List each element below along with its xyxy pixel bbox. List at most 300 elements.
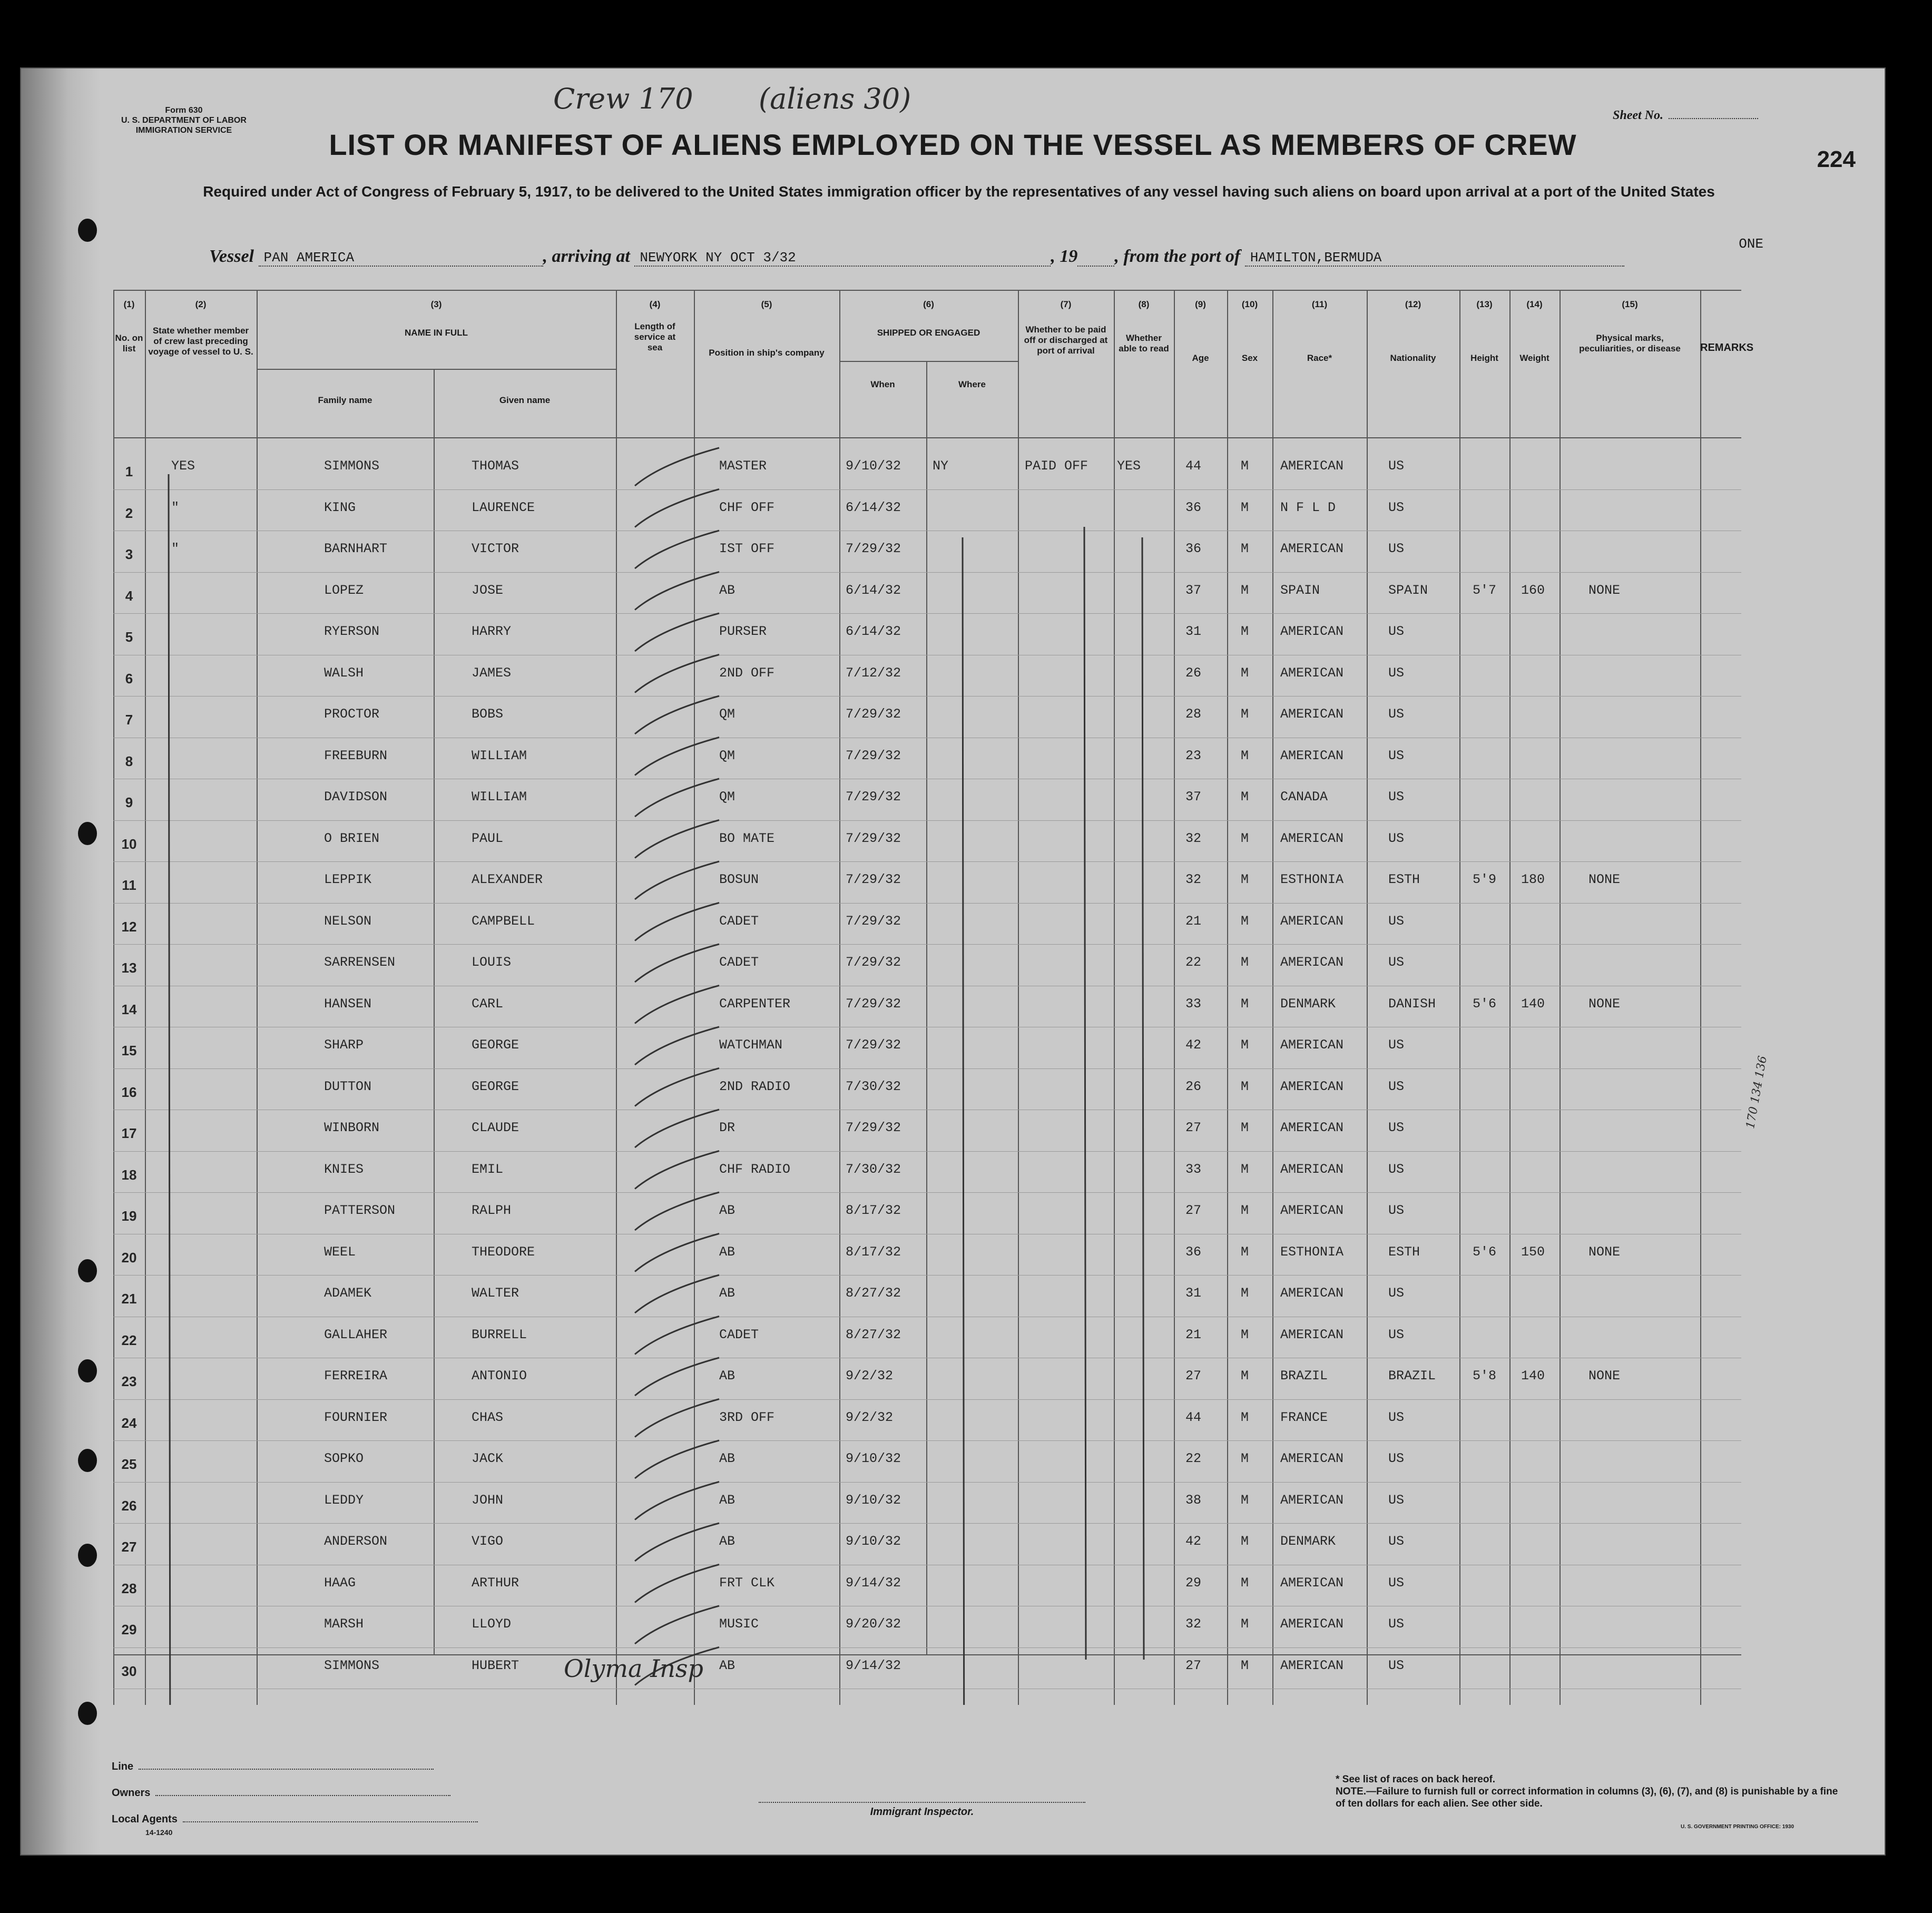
col-8-number: (8) (1138, 299, 1150, 309)
nationality-cell: US (1388, 955, 1405, 970)
race-cell: AMERICAN (1280, 830, 1344, 846)
sex-cell: M (1241, 541, 1249, 556)
position-cell: AB (719, 1203, 735, 1218)
tick-mark (635, 1151, 719, 1189)
nationality-cell: US (1388, 1203, 1405, 1218)
shipped-where-cell: NY (933, 458, 949, 474)
position-cell: AB (719, 1534, 735, 1549)
sex-cell: M (1241, 1616, 1249, 1632)
inspector-signature: Olyma Insp (564, 1654, 703, 1683)
col-shipped-engaged: SHIPPED OR ENGAGED (877, 328, 980, 338)
row-rule (113, 489, 1741, 490)
nationality-cell: US (1388, 458, 1405, 474)
age-cell: 44 (1185, 458, 1202, 474)
note-text: —Failure to furnish full or correct information in columns (3), (6), (7), and (8) is punishable by a fine of ten dollars for each alien. See other side. (1336, 1786, 1838, 1809)
col-13-number: (13) (1476, 299, 1493, 309)
weight-cell: 150 (1521, 1244, 1545, 1260)
row-number: 6 (125, 670, 133, 686)
nationality-cell: US (1388, 830, 1405, 846)
sex-cell: M (1241, 1657, 1249, 1673)
given-name-cell: JAMES (472, 665, 512, 681)
col-15-number: (15) (1622, 299, 1638, 309)
race-cell: AMERICAN (1280, 1327, 1344, 1342)
sex-cell: M (1241, 913, 1249, 929)
family-name-cell: DAVIDSON (324, 789, 388, 805)
weight-cell: 160 (1521, 582, 1545, 598)
family-name-cell: RYERSON (324, 624, 380, 639)
col-paid-off: Whether to be paid off or discharged at port of arrival (1024, 325, 1108, 356)
shipped-when-cell: 9/14/32 (846, 1657, 901, 1673)
col-name-in-full: NAME IN FULL (405, 328, 468, 338)
sex-cell: M (1241, 1120, 1249, 1135)
col-9-number: (9) (1195, 299, 1206, 309)
position-cell: CARPENTER (719, 996, 791, 1012)
age-cell: 29 (1185, 1575, 1202, 1591)
given-name-cell: THOMAS (472, 458, 519, 474)
position-cell: CADET (719, 1327, 759, 1342)
shipped-when-cell: 7/29/32 (846, 830, 901, 846)
physical-marks-cell: NONE (1588, 996, 1621, 1012)
shipped-when-cell: 6/14/32 (846, 499, 901, 515)
row-number: 20 (121, 1249, 137, 1265)
position-cell: 3RD OFF (719, 1409, 775, 1425)
age-cell: 32 (1185, 872, 1202, 887)
sex-cell: M (1241, 1244, 1249, 1260)
sex-cell: M (1241, 1534, 1249, 1549)
shipped-when-cell: 9/10/32 (846, 1534, 901, 1549)
vessel-value: PAN AMERICA (259, 250, 543, 267)
position-cell: AB (719, 582, 735, 598)
manifest-sheet (20, 67, 1886, 1856)
position-cell: FRT CLK (719, 1575, 775, 1591)
tick-mark (635, 1317, 719, 1355)
age-cell: 28 (1185, 707, 1202, 722)
given-name-cell: RALPH (472, 1203, 512, 1218)
row-rule (113, 861, 1741, 862)
race-cell: SPAIN (1280, 582, 1320, 598)
family-name-cell: GALLAHER (324, 1327, 388, 1342)
tick-mark (635, 1358, 719, 1396)
nationality-cell: ESTH (1388, 1244, 1420, 1260)
given-name-cell: JACK (472, 1451, 504, 1466)
ditto-line (963, 537, 964, 1705)
nationality-cell: US (1388, 1409, 1405, 1425)
row-rule (113, 820, 1741, 821)
race-cell: AMERICAN (1280, 955, 1344, 970)
position-cell: QM (719, 748, 735, 763)
ditto-line (1084, 527, 1086, 1660)
age-cell: 31 (1185, 624, 1202, 639)
row-number: 18 (121, 1166, 137, 1183)
row-number: 7 (125, 712, 133, 728)
age-cell: 33 (1185, 996, 1202, 1012)
given-name-cell: VIGO (472, 1534, 504, 1549)
col-race: Race* (1307, 353, 1332, 363)
given-name-cell: LAURENCE (472, 499, 535, 515)
sex-cell: M (1241, 1286, 1249, 1301)
family-name-cell: PROCTOR (324, 707, 380, 722)
shipped-when-cell: 7/29/32 (846, 541, 901, 556)
age-cell: 32 (1185, 830, 1202, 846)
punch-hole (78, 822, 97, 845)
race-cell: AMERICAN (1280, 1657, 1344, 1673)
prev-voyage-cell: " (171, 499, 180, 515)
row-number: 23 (121, 1374, 137, 1389)
nationality-cell: DANISH (1388, 996, 1436, 1012)
col-able-to-read: Whether able to read (1119, 333, 1169, 354)
height-cell: 5'9 (1473, 872, 1497, 887)
age-cell: 38 (1185, 1492, 1202, 1508)
age-cell: 21 (1185, 913, 1202, 929)
age-cell: 27 (1185, 1657, 1202, 1673)
handwritten-crew-count: Crew 170 (553, 82, 693, 115)
sex-cell: M (1241, 707, 1249, 722)
race-cell: AMERICAN (1280, 1203, 1344, 1218)
document-subtitle: Required under Act of Congress of February 5, 1917, to be delivered to the United States immigration officer by the representatives of any vessel having such aliens on board upon arrival at a port of the United States (203, 183, 1715, 200)
row-number: 12 (121, 918, 137, 935)
row-number: 9 (125, 794, 133, 810)
given-name-cell: CARL (472, 996, 504, 1012)
from-port-label: , from the port of (1114, 247, 1241, 266)
tick-mark (635, 696, 719, 734)
family-name-cell: WALSH (324, 665, 364, 681)
row-number: 27 (121, 1539, 137, 1555)
nationality-cell: US (1388, 1451, 1405, 1466)
given-name-cell: ARTHUR (472, 1575, 519, 1591)
tick-mark (635, 1234, 719, 1272)
given-name-cell: GEORGE (472, 1037, 519, 1053)
race-cell: DENMARK (1280, 1534, 1336, 1549)
footer-line-field (112, 1761, 434, 1773)
family-name-cell: SHARP (324, 1037, 364, 1053)
age-cell: 26 (1185, 1078, 1202, 1094)
nationality-cell: US (1388, 1616, 1405, 1632)
sex-cell: M (1241, 1327, 1249, 1342)
given-name-cell: ALEXANDER (472, 872, 543, 887)
race-cell: AMERICAN (1280, 748, 1344, 763)
position-cell: MASTER (719, 458, 767, 474)
tick-mark (635, 944, 719, 982)
col-2-number: (2) (195, 299, 207, 309)
shipped-when-cell: 9/14/32 (846, 1575, 901, 1591)
nationality-cell: US (1388, 624, 1405, 639)
sex-cell: M (1241, 1492, 1249, 1508)
family-name-cell: LEPPIK (324, 872, 372, 887)
position-cell: AB (719, 1492, 735, 1508)
nationality-cell: US (1388, 1161, 1405, 1177)
nationality-cell: US (1388, 1037, 1405, 1053)
punch-hole (78, 1449, 97, 1472)
shipped-when-cell: 6/14/32 (846, 624, 901, 639)
col-sex: Sex (1241, 353, 1258, 363)
age-cell: 22 (1185, 1451, 1202, 1466)
age-cell: 44 (1185, 1409, 1202, 1425)
shipped-when-cell: 7/29/32 (846, 707, 901, 722)
row-number: 2 (125, 505, 133, 521)
shipped-when-cell: 7/12/32 (846, 665, 901, 681)
row-number: 26 (121, 1497, 137, 1514)
given-name-cell: LOUIS (472, 955, 512, 970)
tick-mark (635, 1523, 719, 1561)
family-name-cell: PATTERSON (324, 1203, 396, 1218)
row-number: 24 (121, 1415, 137, 1431)
row-number: 14 (121, 1001, 137, 1017)
nationality-cell: US (1388, 1286, 1405, 1301)
col-physical-marks: Physical marks, peculiarities, or disease (1579, 333, 1681, 354)
position-cell: QM (719, 707, 735, 722)
given-name-cell: HARRY (472, 624, 512, 639)
sex-cell: M (1241, 748, 1249, 763)
position-cell: CADET (719, 913, 759, 929)
arriving-label: , arriving at (543, 247, 630, 266)
row-number: 1 (125, 464, 133, 479)
sex-cell: M (1241, 1161, 1249, 1177)
row-number: 30 (121, 1663, 137, 1679)
nationality-cell: US (1388, 1534, 1405, 1549)
row-number: 16 (121, 1084, 137, 1100)
col-previous-voyage: State whether member of crew last preceding voyage of vessel to U. S. (148, 326, 253, 357)
col-where: Where (958, 379, 986, 389)
position-cell: WATCHMAN (719, 1037, 783, 1053)
position-cell: PURSER (719, 624, 767, 639)
nationality-cell: US (1388, 1078, 1405, 1094)
col-5-number: (5) (761, 299, 772, 309)
race-cell: AMERICAN (1280, 458, 1344, 474)
race-footnote: * See list of races on back hereof. (1336, 1774, 1496, 1785)
row-number: 4 (125, 587, 133, 604)
age-cell: 32 (1185, 1616, 1202, 1632)
prev-voyage-cell: " (171, 541, 180, 556)
sex-cell: M (1241, 499, 1249, 515)
service-name: IMMIGRATION SERVICE (135, 126, 232, 135)
race-cell: AMERICAN (1280, 624, 1344, 639)
tick-mark (635, 572, 719, 610)
margin-pencil-note: 170 134 136 (1744, 1055, 1770, 1130)
position-cell: DR (719, 1120, 735, 1135)
row-rule (113, 572, 1741, 573)
family-name-cell: KNIES (324, 1161, 364, 1177)
age-cell: 23 (1185, 748, 1202, 763)
tick-mark (635, 1275, 719, 1313)
nationality-cell: US (1388, 1327, 1405, 1342)
age-cell: 36 (1185, 1244, 1202, 1260)
shipped-when-cell: 9/10/32 (846, 458, 901, 474)
row-rule (113, 1647, 1741, 1648)
given-name-cell: CAMPBELL (472, 913, 535, 929)
shipped-when-cell: 7/29/32 (846, 913, 901, 929)
sex-cell: M (1241, 1078, 1249, 1094)
family-name-cell: WINBORN (324, 1120, 380, 1135)
punch-hole (78, 1544, 97, 1567)
given-name-cell: ANTONIO (472, 1368, 527, 1384)
shipped-when-cell: 9/20/32 (846, 1616, 901, 1632)
height-cell: 5'8 (1473, 1368, 1497, 1384)
given-name-cell: WILLIAM (472, 748, 527, 763)
row-number: 3 (125, 546, 133, 562)
col-family-name: Family name (318, 395, 372, 405)
col-remarks: REMARKS (1700, 342, 1754, 354)
tick-mark (635, 820, 719, 858)
punch-hole (78, 1702, 97, 1725)
footer-line-label: Line (112, 1761, 134, 1772)
sex-cell: M (1241, 1203, 1249, 1218)
footer-form-code: 14-1240 (145, 1828, 173, 1837)
col-4-number: (4) (649, 299, 661, 309)
given-name-cell: WALTER (472, 1286, 519, 1301)
height-cell: 5'7 (1473, 582, 1497, 598)
race-cell: AMERICAN (1280, 1575, 1344, 1591)
ditto-line (1142, 537, 1144, 1660)
sheet-number-label: Sheet No. (1613, 109, 1663, 122)
age-cell: 42 (1185, 1037, 1202, 1053)
crew-table (113, 290, 1754, 1705)
shipped-when-cell: 6/14/32 (846, 582, 901, 598)
age-cell: 31 (1185, 1286, 1202, 1301)
race-cell: AMERICAN (1280, 1286, 1344, 1301)
row-number: 8 (125, 753, 133, 769)
age-cell: 33 (1185, 1161, 1202, 1177)
shipped-when-cell: 7/29/32 (846, 789, 901, 805)
nationality-cell: US (1388, 1575, 1405, 1591)
footer-owners-field (112, 1787, 450, 1799)
col-1-number: (1) (123, 299, 135, 309)
note-label: NOTE. (1336, 1786, 1367, 1797)
family-name-cell: LOPEZ (324, 582, 364, 598)
col-height: Height (1470, 353, 1498, 363)
tick-mark (635, 986, 719, 1024)
shipped-when-cell: 7/29/32 (846, 872, 901, 887)
shipped-when-cell: 7/29/32 (846, 955, 901, 970)
row-rule (113, 1192, 1741, 1193)
family-name-cell: ADAMEK (324, 1286, 372, 1301)
nationality-cell: US (1388, 499, 1405, 515)
nationality-cell: US (1388, 1657, 1405, 1673)
nationality-cell: BRAZIL (1388, 1368, 1436, 1384)
tick-mark (635, 1399, 719, 1437)
tick-mark (635, 1440, 719, 1478)
weight-cell: 180 (1521, 872, 1545, 887)
tick-mark (635, 738, 719, 776)
race-cell: DENMARK (1280, 996, 1336, 1012)
col-6-number: (6) (923, 299, 934, 309)
nationality-cell: US (1388, 789, 1405, 805)
age-cell: 22 (1185, 955, 1202, 970)
race-cell: ESTHONIA (1280, 872, 1344, 887)
race-cell: BRAZIL (1280, 1368, 1328, 1384)
sex-cell: M (1241, 955, 1249, 970)
row-number: 17 (121, 1125, 137, 1141)
punch-hole (78, 1359, 97, 1382)
race-cell: AMERICAN (1280, 1492, 1344, 1508)
family-name-cell: FREEBURN (324, 748, 388, 763)
physical-marks-cell: NONE (1588, 1244, 1621, 1260)
row-number: 21 (121, 1291, 137, 1307)
family-name-cell: LEDDY (324, 1492, 364, 1508)
age-cell: 37 (1185, 789, 1202, 805)
footer-agents-label: Local Agents (112, 1813, 178, 1825)
position-cell: AB (719, 1657, 735, 1673)
sex-cell: M (1241, 458, 1249, 474)
nationality-cell: US (1388, 1120, 1405, 1135)
row-rule (113, 1151, 1741, 1152)
position-cell: BO MATE (719, 830, 775, 846)
family-name-cell: FOURNIER (324, 1409, 388, 1425)
col-11-number: (11) (1311, 299, 1328, 309)
tick-mark (635, 1110, 719, 1147)
race-cell: AMERICAN (1280, 1037, 1344, 1053)
shipped-when-cell: 9/10/32 (846, 1492, 901, 1508)
age-cell: 36 (1185, 541, 1202, 556)
row-number: 25 (121, 1456, 137, 1472)
given-name-cell: THEODORE (472, 1244, 535, 1260)
col-10-number: (10) (1241, 299, 1258, 309)
race-cell: AMERICAN (1280, 913, 1344, 929)
handwritten-alien-count: (aliens 30) (759, 82, 911, 115)
col-12-number: (12) (1405, 299, 1421, 309)
nationality-cell: SPAIN (1388, 582, 1428, 598)
row-number: 11 (122, 877, 136, 893)
tick-mark (635, 1068, 719, 1106)
col-weight: Weight (1519, 353, 1549, 363)
position-cell: AB (719, 1244, 735, 1260)
nationality-cell: ESTH (1388, 872, 1420, 887)
row-rule (113, 1399, 1741, 1400)
position-cell: 2ND RADIO (719, 1078, 791, 1094)
family-name-cell: O BRIEN (324, 830, 380, 846)
shipped-when-cell: 9/2/32 (846, 1368, 894, 1384)
punch-hole (78, 219, 97, 242)
weight-cell: 140 (1521, 1368, 1545, 1384)
sex-cell: M (1241, 582, 1249, 598)
tick-mark (635, 903, 719, 941)
family-name-cell: KING (324, 499, 356, 515)
row-rule (113, 1523, 1741, 1524)
given-name-cell: VICTOR (472, 541, 519, 556)
sex-cell: M (1241, 624, 1249, 639)
physical-marks-cell: NONE (1588, 1368, 1621, 1384)
age-cell: 26 (1185, 665, 1202, 681)
sex-cell: M (1241, 1451, 1249, 1466)
tick-mark (635, 1482, 719, 1520)
col-nationality: Nationality (1390, 353, 1436, 363)
col-14-number: (14) (1526, 299, 1543, 309)
prev-voyage-cell: YES (171, 458, 195, 474)
sex-cell: M (1241, 830, 1249, 846)
family-name-cell: FERREIRA (324, 1368, 388, 1384)
ditto-line (169, 474, 170, 1705)
row-rule (113, 1275, 1741, 1276)
family-name-cell: DUTTON (324, 1078, 372, 1094)
age-cell: 21 (1185, 1327, 1202, 1342)
position-cell: AB (719, 1368, 735, 1384)
sex-cell: M (1241, 872, 1249, 887)
physical-marks-cell: NONE (1588, 582, 1621, 598)
age-cell: 27 (1185, 1368, 1202, 1384)
race-cell: ESTHONIA (1280, 1244, 1344, 1260)
vessel-label: Vessel (209, 247, 254, 266)
family-name-cell: SOPKO (324, 1451, 364, 1466)
shipped-when-cell: 9/2/32 (846, 1409, 894, 1425)
given-name-cell: JOHN (472, 1492, 504, 1508)
shipped-when-cell: 8/27/32 (846, 1327, 901, 1342)
row-rule (113, 903, 1741, 904)
position-cell: IST OFF (719, 541, 775, 556)
family-name-cell: BARNHART (324, 541, 388, 556)
tick-mark (635, 779, 719, 817)
tick-mark (635, 1565, 719, 1603)
shipped-when-cell: 7/29/32 (846, 1120, 901, 1135)
shipped-when-cell: 7/29/32 (846, 748, 901, 763)
